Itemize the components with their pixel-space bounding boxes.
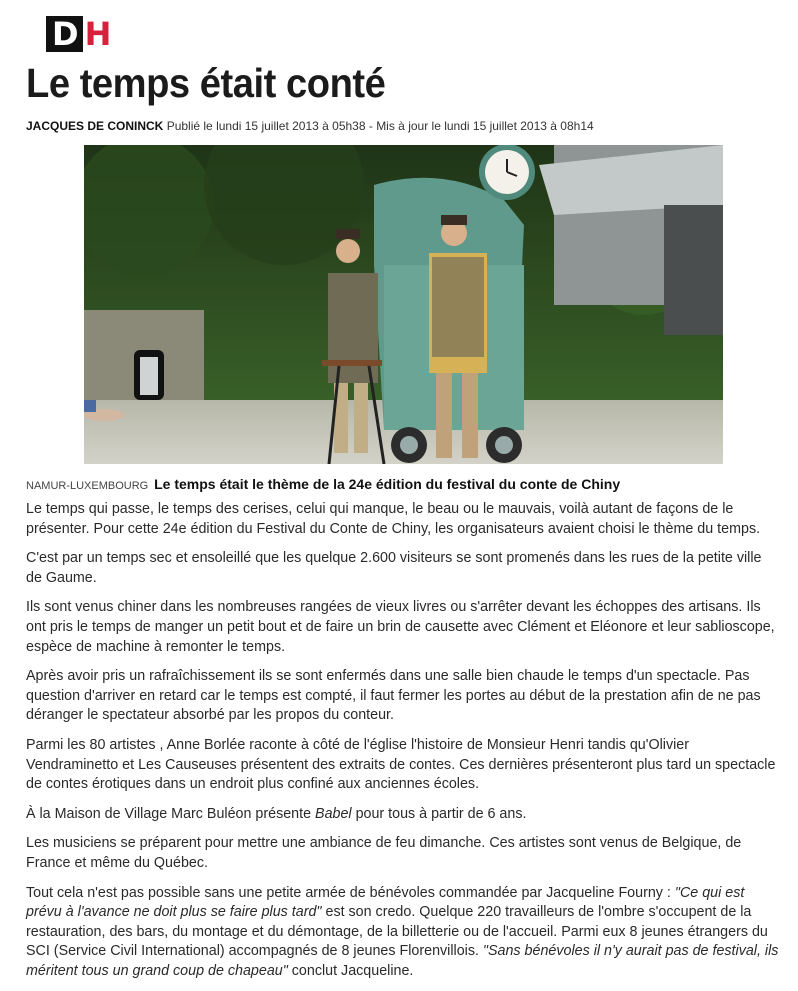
paragraph-text: conclut Jacqueline. bbox=[287, 962, 414, 979]
quote: "Ce qui est prévu à l'avance ne doit plus se faire plus tard" bbox=[26, 884, 745, 921]
article-photo bbox=[84, 145, 723, 464]
photo-caption bbox=[26, 476, 620, 492]
paragraph-text: pour tous à partir de 6 ans. bbox=[351, 805, 527, 822]
photo-illustration bbox=[84, 145, 723, 464]
paragraph: Les musiciens se préparent pour mettre une ambiance de feu dimanche. Ces artistes sont venus de Belgique, de France et même du Québec. bbox=[26, 835, 742, 871]
article-body bbox=[26, 500, 781, 991]
paragraph: Après avoir pris un rafraîchissement ils se sont enfermés dans une salle bien chaude le temps d'un spectacle. Pas question d'arriver en retard car le temps est compté, il faut fermer les portes au début de la prestation afin de ne pas déranger le spectateur absorbé par les propos du conteur. bbox=[26, 668, 761, 724]
show-title: Babel bbox=[315, 805, 352, 822]
paragraph-text: À la Maison de Village Marc Buléon présente bbox=[26, 805, 316, 822]
logo-letter-d: D bbox=[46, 16, 83, 52]
paragraph bbox=[26, 805, 781, 825]
site-logo[interactable] bbox=[46, 16, 111, 52]
caption-headline: Le temps était le thème de la 24e édition du festival du conte de Chiny bbox=[154, 476, 621, 492]
paragraph bbox=[26, 884, 781, 982]
article-title: Le temps était conté bbox=[26, 60, 386, 106]
author-name[interactable]: JACQUES DE CONINCK bbox=[26, 119, 164, 133]
paragraph: Le temps qui passe, le temps des cerises, celui qui manque, le beau ou le mauvais, voilà autant de façons de le présenter. Pour cette 24e édition du Festival du Conte de Chiny, les organisateurs avaient choisi le thème du temps. bbox=[26, 501, 761, 537]
paragraph: Ils sont venus chiner dans les nombreuses rangées de vieux livres ou s'arrêter devant les échoppes des artisans. Ils ont pris le temps de manger un petit bout et de faire un brin de causette avec Clément et Eléonore et leur sablioscope, espèce de machine à remonter le temps. bbox=[26, 599, 775, 655]
paragraph-text: Tout cela n'est pas possible sans une petite armée de bénévoles commandée par Jacqueline Fourny : bbox=[26, 884, 675, 901]
paragraph-text: est son credo. Quelque 220 travailleurs de l'ombre s'occupent de la restauration, des bars, du montage et du démontage, de la billetterie ou de l'accueil. Parmi eux 8 jeunes étrangers du SCI (Service Civil International) accompagnés de 8 jeunes Florenvillois. bbox=[26, 904, 768, 960]
byline bbox=[26, 119, 594, 133]
region-label[interactable]: NAMUR-LUXEMBOURG bbox=[26, 480, 149, 492]
paragraph: C'est par un temps sec et ensoleillé que les quelque 2.600 visiteurs se sont promenés dans les rues de la petite ville de Gaume. bbox=[26, 550, 762, 586]
logo-letter-h: H bbox=[84, 15, 112, 53]
publish-dates: Publié le lundi 15 juillet 2013 à 05h38 - Mis à jour le lundi 15 juillet 2013 à 08h14 bbox=[166, 119, 594, 133]
quote: "Sans bénévoles il n'y aurait pas de festival, ils méritent tous un grand coup de chapeau" bbox=[26, 943, 779, 979]
paragraph: Parmi les 80 artistes , Anne Borlée raconte à côté de l'église l'histoire de Monsieur Henri tandis qu'Olivier Vendraminetto et Les Causeuses présentent des extraits de contes. Ces dernières présenteront plus tard un spectacle de contes érotiques dans un endroit plus confiné aux anciennes écoles. bbox=[26, 736, 776, 793]
